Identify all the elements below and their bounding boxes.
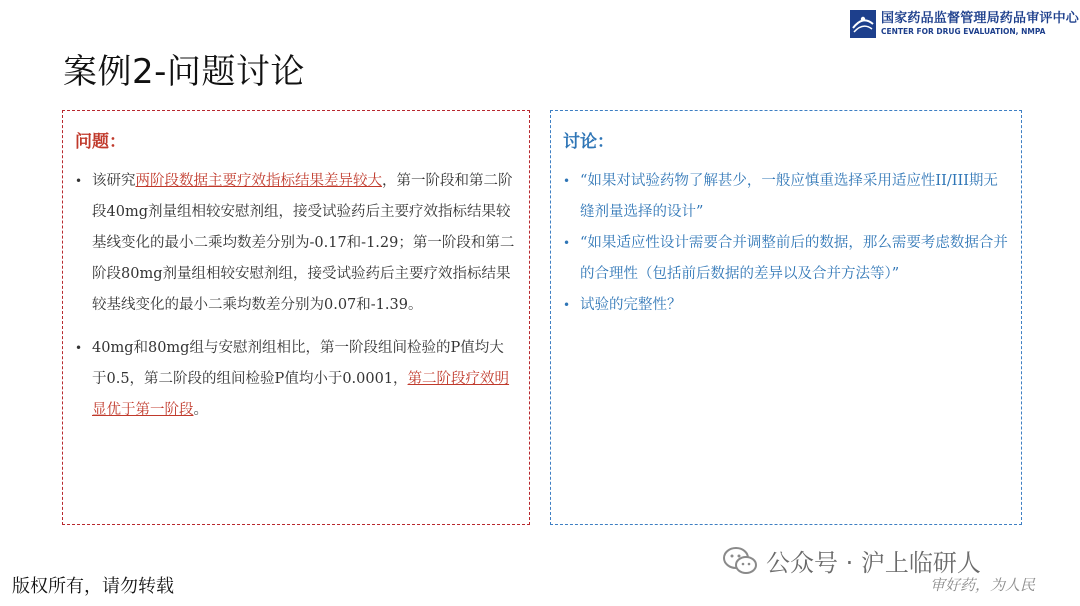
- watermark-text: 公众号 · 沪上临研人: [766, 549, 981, 577]
- discussion-list: [563, 166, 1009, 321]
- wechat-watermark: [722, 543, 981, 578]
- problem-text-pre: 40mg和80mg组与安慰剂组相比，第一阶段组间检验的P值均大于0.5，第二阶段的组间检验P值均小于0.0001，: [92, 340, 504, 387]
- org-name-cn: 国家药品监督管理局药品审评中心: [881, 11, 1080, 27]
- problem-highlight: 第二阶段疗效明显优于第一阶段: [92, 371, 510, 418]
- discussion-text: “如果对试验药物了解甚少，一般应慎重选择采用适应性II/III期无缝剂量选择的设计”: [580, 173, 998, 220]
- problem-text-post: ，第一阶段和第二阶段40mg剂量组相较安慰剂组，接受试验药后主要疗效指标结果较基线变化的最小二乘均数差分别为-0.17和-1.29；第一阶段和第二阶段80mg剂量组相较安慰剂组，接受试验药后主要疗效指标结果较基线变化的最小二乘均数差分别为0.07和-1.39。: [92, 173, 515, 313]
- discussion-item: [563, 228, 1009, 290]
- org-logo: [850, 8, 1080, 40]
- copyright-notice: 版权所有，请勿转载: [12, 576, 174, 597]
- discussion-text: 试验的完整性？: [580, 297, 682, 313]
- problem-text-post: 。: [193, 402, 208, 418]
- bullet-icon: •: [563, 298, 571, 312]
- problem-text-pre: 该研究: [92, 173, 136, 189]
- discussion-panel: [550, 110, 1022, 525]
- discussion-item: [563, 290, 1009, 321]
- discussion-text: “如果适应性设计需要合并调整前后的数据，那么需要考虑数据合并的合理性（包括前后数据的差异以及合并方法等）”: [580, 235, 1008, 282]
- nmpa-logo-icon: [850, 10, 876, 38]
- discussion-heading: 讨论：: [563, 132, 614, 152]
- slide-title: 案例2-问题讨论: [63, 52, 305, 92]
- slogan-text: 审好药，为人民: [930, 576, 1036, 594]
- problem-heading: 问题：: [75, 132, 126, 152]
- org-name-en: CENTER FOR DRUG EVALUATION, NMPA: [881, 27, 1046, 37]
- bullet-icon: •: [563, 174, 571, 188]
- problem-highlight: 两阶段数据主要疗效指标结果差异较大: [135, 173, 382, 189]
- wechat-icon: [722, 545, 758, 577]
- problem-item: [75, 166, 517, 321]
- bullet-icon: •: [75, 341, 83, 355]
- bullet-icon: •: [563, 236, 571, 250]
- discussion-item: [563, 166, 1009, 228]
- problem-list: [75, 166, 517, 426]
- problem-item: [75, 333, 517, 426]
- problem-panel: [62, 110, 530, 525]
- bullet-icon: •: [75, 174, 83, 188]
